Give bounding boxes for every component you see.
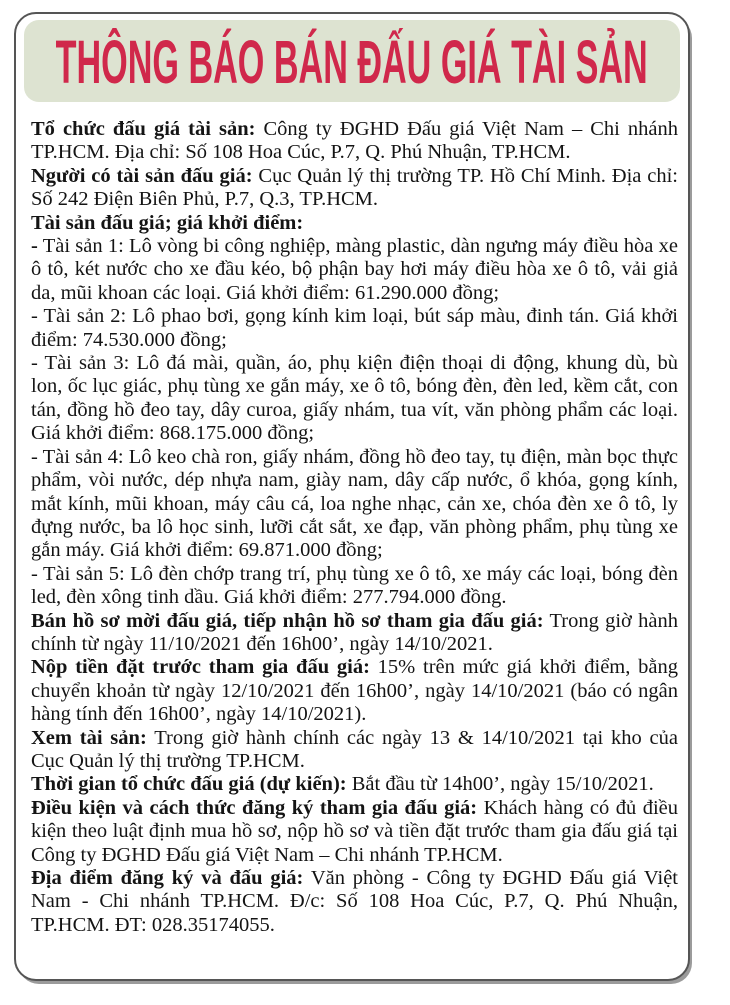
paragraph-label: Xem tài sản: <box>31 726 147 749</box>
paragraph-text: Trong giờ hành chính từ ngày 11/10/2021 đến 16h00’, ngày 14/10/2021. <box>31 609 678 655</box>
paragraph <box>31 773 678 796</box>
paragraph <box>31 797 678 867</box>
paragraph-text: Bắt đầu từ 14h00’, ngày 15/10/2021. <box>346 773 654 796</box>
paragraph-text: - Tài sản 4: Lô keo chà ron, giấy nhám, đồng hồ đeo tay, tụ điện, màn bọc thực phẩm, vòi nước, dép nhựa nam, giày nam, dây cấp nước, ổ khóa, gọng kính, mắt kính, mũi khoan, máy câu cá, loa nghe nhạc, cản xe, chóa đèn xe ô tô, ly đựng nước, ba lô học sinh, lưỡi cắt sắt, xe đạp, văn phòng phẩm, phụ tùng xe gắn máy. Giá khởi điểm: 69.871.000 đồng; <box>31 445 678 562</box>
paragraph <box>31 656 678 726</box>
paragraph <box>31 446 678 563</box>
paragraph-label: Thời gian tổ chức đấu giá (dự kiến): <box>31 773 347 796</box>
title-banner <box>24 20 680 102</box>
paragraph-label: Người có tài sản đấu giá: <box>31 164 253 187</box>
announcement-body <box>24 102 682 971</box>
paragraph-text: Cục Quản lý thị trường TP. Hồ Chí Minh. Địa chỉ: Số 242 Điện Biên Phủ, P.7, Q.3, TP.HCM. <box>31 164 678 211</box>
paragraph-text: Công ty ĐGHD Đấu giá Việt Nam – Chi nhánh TP.HCM. Địa chỉ: Số 108 Hoa Cúc, P.7, Q. Phú Nhuận, TP.HCM. <box>31 118 678 164</box>
paragraph-label: Điều kiện và cách thức đăng ký tham gia đấu giá: <box>31 796 478 819</box>
paragraph-label: - <box>31 235 38 258</box>
paragraph <box>31 305 678 352</box>
announcement-page <box>14 12 690 981</box>
paragraph <box>31 727 678 774</box>
paragraph-label: Tài sản đấu giá; giá khởi điểm: <box>31 211 304 234</box>
paragraph-label: Bán hồ sơ mời đấu giá, tiếp nhận hồ sơ tham gia đấu giá: <box>31 609 544 632</box>
paragraph <box>31 118 678 165</box>
paragraph-text: Tài sản 1: Lô vòng bi công nghiệp, màng plastic, dàn ngưng máy điều hòa xe ô tô, két nước cho xe đầu kéo, bộ phận bay hơi máy điều hòa xe ô tô, vải giả da, mũi khoan các loại. Giá khởi điểm: 61.290.000 đồng; <box>31 235 678 304</box>
paragraph-text: Khách hàng có đủ điều kiện theo luật định mua hồ sơ, nộp hồ sơ và tiền đặt trước tham gia đấu giá tại Công ty ĐGHD Đấu giá Việt Nam – Chi nhánh TP.HCM. <box>31 796 678 866</box>
paragraph <box>31 867 678 937</box>
paragraph-text: 15% trên mức giá khởi điểm, bằng chuyển khoản từ ngày 12/10/2021 đến 16h00’, ngày 14/10/2021 (báo có ngân hàng tính đến 16h00’, ngày 14/10/2021). <box>31 656 678 726</box>
page-title: THÔNG BÁO BÁN ĐẤU GIÁ TÀI SẢN <box>55 27 649 96</box>
paragraph <box>31 235 678 305</box>
paragraph-text: - Tài sản 2: Lô phao bơi, gọng kính kim loại, bút sáp màu, đinh tán. Giá khởi điểm: 74.530.000 đồng; <box>31 305 678 351</box>
paragraph-label: Địa điểm đăng ký và đấu giá: <box>31 867 304 889</box>
paragraph-text: - Tài sản 3: Lô đá mài, quần, áo, phụ kiện điện thoại di động, khung dù, bù lon, ốc lục giác, phụ tùng xe gắn máy, xe ô tô, bóng đèn, đèn led, kềm cắt, con tán, đồng hồ đeo tay, dây curoa, giấy nhám, tua vít, văn phòng phẩm các loại. Giá khởi điểm: 868.175.000 đồng; <box>31 352 678 445</box>
paragraph <box>31 165 678 212</box>
paragraph-text: Trong giờ hành chính các ngày 13 & 14/10/2021 tại kho của Cục Quản lý thị trường TP.HCM. <box>31 726 679 772</box>
paragraph <box>31 352 678 446</box>
paragraph <box>31 212 678 235</box>
paragraph-label: Tổ chức đấu giá tài sản: <box>31 118 256 140</box>
paragraph <box>31 610 678 657</box>
paragraph-label: Nộp tiền đặt trước tham gia đấu giá: <box>31 656 370 679</box>
paragraph-text: - Tài sản 5: Lô đèn chớp trang trí, phụ tùng xe ô tô, xe máy các loại, bóng đèn led, đèn xông tinh dầu. Giá khởi điểm: 277.794.000 đồng. <box>31 562 678 609</box>
paragraph-text: Văn phòng - Công ty ĐGHD Đấu giá Việt Nam - Chi nhánh TP.HCM. Đ/c: Số 108 Hoa Cúc, P.7, Q. Phú Nhuận, TP.HCM. ĐT: 028.35174055. <box>31 867 678 936</box>
paragraph <box>31 563 678 610</box>
